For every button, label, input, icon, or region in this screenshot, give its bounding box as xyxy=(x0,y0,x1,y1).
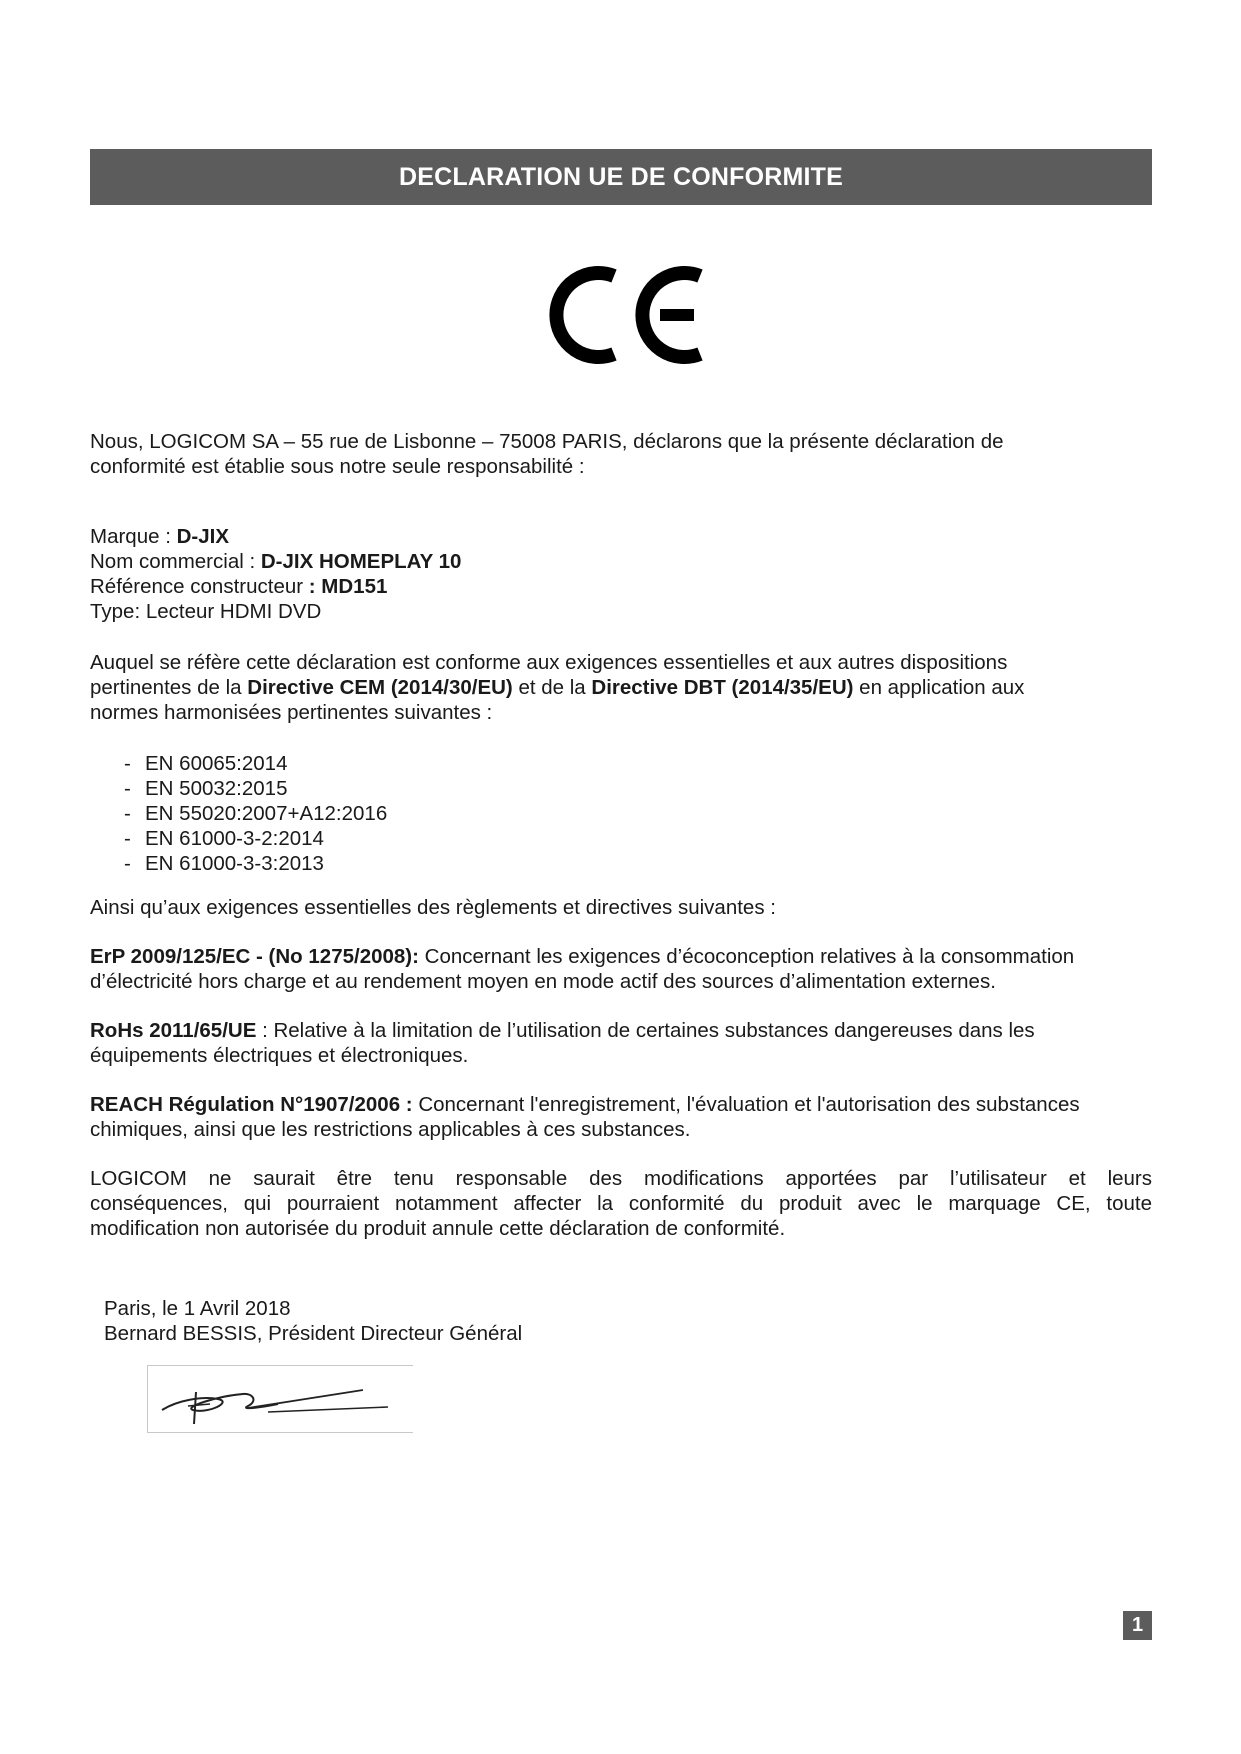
rohs-label: RoHs 2011/65/UE xyxy=(90,1019,257,1042)
reach-label: REACH Régulation N°1907/2006 : xyxy=(90,1093,413,1116)
norm-item xyxy=(124,751,387,776)
list-dash: - xyxy=(124,827,131,850)
conformity-line: normes harmonisées pertinentes suivantes : xyxy=(90,701,493,724)
reference-value: : MD151 xyxy=(308,575,388,598)
ce-letter-c xyxy=(556,273,614,357)
erp-line: d’électricité hors charge et au rendement moyen en mode actif des sources d’alimentation externes. xyxy=(90,970,996,993)
norm-text: EN 61000-3-2:2014 xyxy=(145,827,324,850)
reference-label: Référence constructeur xyxy=(90,575,309,598)
disclaimer-line: conséquences, qui pourraient notamment affecter la conformité du produit avec le marquage CE, toute xyxy=(90,1192,1152,1215)
regulations-intro: Ainsi qu’aux exigences essentielles des règlements et directives suivantes : xyxy=(90,896,776,919)
conformity-line xyxy=(90,675,1024,700)
page-title: DECLARATION UE DE CONFORMITE xyxy=(90,149,1152,205)
reach-line: chimiques, ainsi que les restrictions applicables à ces substances. xyxy=(90,1118,691,1141)
norm-item xyxy=(124,826,387,851)
ce-mark-logo xyxy=(548,258,708,372)
signature-block xyxy=(104,1296,522,1346)
product-info xyxy=(90,524,461,624)
list-dash: - xyxy=(124,752,131,775)
conformity-text: en application aux xyxy=(853,676,1025,699)
norm-text: EN 60065:2014 xyxy=(145,752,288,775)
intro-line: conformité est établie sous notre seule responsabilité : xyxy=(90,455,585,478)
list-dash: - xyxy=(124,852,131,875)
rohs-paragraph xyxy=(90,1018,1035,1068)
directive-cem: Directive CEM (2014/30/EU) xyxy=(247,676,513,699)
handwritten-signature xyxy=(147,1365,413,1433)
intro-paragraph xyxy=(90,429,1004,479)
reference-row xyxy=(90,574,461,599)
rohs-text: : Relative à la limitation de l’utilisation de certaines substances dangereuses dans les xyxy=(256,1019,1035,1042)
brand-value: D-JIX xyxy=(176,525,230,548)
list-dash: - xyxy=(124,777,131,800)
commercial-name-row xyxy=(90,549,461,574)
disclaimer-line: LOGICOM ne saurait être tenu responsable des modifications apportées par l’utilisateur et leurs xyxy=(90,1167,1152,1190)
commercial-name-value: D-JIX HOMEPLAY 10 xyxy=(260,550,462,573)
reach-text: Concernant l'enregistrement, l'évaluation et l'autorisation des substances xyxy=(412,1093,1080,1116)
conformity-text: et de la xyxy=(512,676,592,699)
conformity-text: pertinentes de la xyxy=(90,676,248,699)
norm-text: EN 55020:2007+A12:2016 xyxy=(145,802,388,825)
brand-row xyxy=(90,524,461,549)
conformity-line: Auquel se réfère cette déclaration est conforme aux exigences essentielles et aux autres dispositions xyxy=(90,651,1008,674)
norm-item xyxy=(124,851,387,876)
norm-text: EN 50032:2015 xyxy=(145,777,288,800)
place-date: Paris, le 1 Avril 2018 xyxy=(104,1297,291,1320)
norm-text: EN 61000-3-3:2013 xyxy=(145,852,324,875)
rohs-line: équipements électriques et électroniques. xyxy=(90,1044,469,1067)
disclaimer-paragraph xyxy=(90,1166,1152,1241)
erp-label: ErP 2009/125/EC - (No 1275/2008): xyxy=(90,945,419,968)
page-number-badge: 1 xyxy=(1123,1611,1152,1640)
norms-list xyxy=(124,751,387,876)
erp-line xyxy=(90,944,1074,969)
signatory: Bernard BESSIS, Président Directeur Général xyxy=(104,1322,523,1345)
commercial-name-label: Nom commercial : xyxy=(90,550,261,573)
type-row: Type: Lecteur HDMI DVD xyxy=(90,600,322,623)
intro-line: Nous, LOGICOM SA – 55 rue de Lisbonne – 75008 PARIS, déclarons que la présente déclaration de xyxy=(90,430,1004,453)
disclaimer-line: modification non autorisée du produit annule cette déclaration de conformité. xyxy=(90,1217,786,1240)
conformity-paragraph xyxy=(90,650,1024,725)
reach-paragraph xyxy=(90,1092,1080,1142)
directive-dbt: Directive DBT (2014/35/EU) xyxy=(591,676,854,699)
rohs-line xyxy=(90,1018,1035,1043)
reach-line xyxy=(90,1092,1080,1117)
erp-text: Concernant les exigences d’écoconception relatives à la consommation xyxy=(418,945,1075,968)
norm-item xyxy=(124,776,387,801)
list-dash: - xyxy=(124,802,131,825)
brand-label: Marque : xyxy=(90,525,177,548)
erp-paragraph xyxy=(90,944,1074,994)
norm-item xyxy=(124,801,387,826)
